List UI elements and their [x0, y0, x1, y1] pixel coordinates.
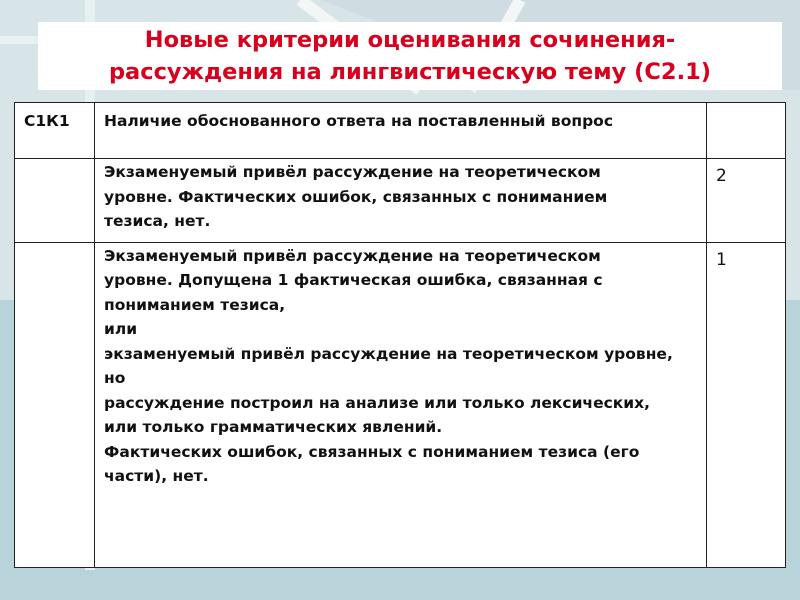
- criterion-title: Наличие обоснованного ответа на поставленный вопрос: [95, 103, 707, 159]
- description-line: тезиса, нет.: [104, 212, 211, 230]
- description-line: рассуждение построил на анализе или только лексических,: [104, 393, 651, 412]
- slide-title-line1: Новые критерии оценивания сочинения-: [144, 27, 676, 53]
- table-row: [15, 242, 786, 568]
- table-row: [15, 159, 786, 243]
- row-code-cell: [15, 242, 95, 568]
- row-description: [95, 159, 707, 243]
- description-line: или только грамматических явлений.: [104, 418, 443, 436]
- description-line: уровне. Допущена 1 фактическая ошибка, связанная с: [104, 271, 603, 289]
- description-line: Фактических ошибок, связанных с пониманием тезиса (его: [104, 442, 640, 461]
- row-score: 2: [707, 159, 786, 243]
- description-line: но: [104, 369, 126, 387]
- description-line: уровне. Фактических ошибок, связанных с пониманием: [104, 187, 608, 206]
- slide-title-line2: рассуждения на лингвистическую тему (С2.1): [108, 59, 712, 85]
- row-description: [95, 242, 707, 568]
- criterion-code: С1К1: [15, 103, 95, 159]
- description-line: пониманием тезиса,: [104, 295, 286, 314]
- description-line: Экзаменуемый привёл рассуждение на теоретическом: [104, 163, 601, 181]
- slide-title: [38, 24, 782, 88]
- row-code-cell: [15, 159, 95, 243]
- row-score: 1: [707, 242, 786, 568]
- table-header-row: [15, 103, 786, 159]
- description-line: или: [104, 320, 138, 338]
- description-line: экзаменуемый привёл рассуждение на теоретическом уровне,: [104, 344, 673, 363]
- description-line: части), нет.: [104, 467, 209, 485]
- criteria-table: [14, 102, 786, 568]
- header-score-cell: [707, 103, 786, 159]
- description-line: Экзаменуемый привёл рассуждение на теоретическом: [104, 246, 601, 265]
